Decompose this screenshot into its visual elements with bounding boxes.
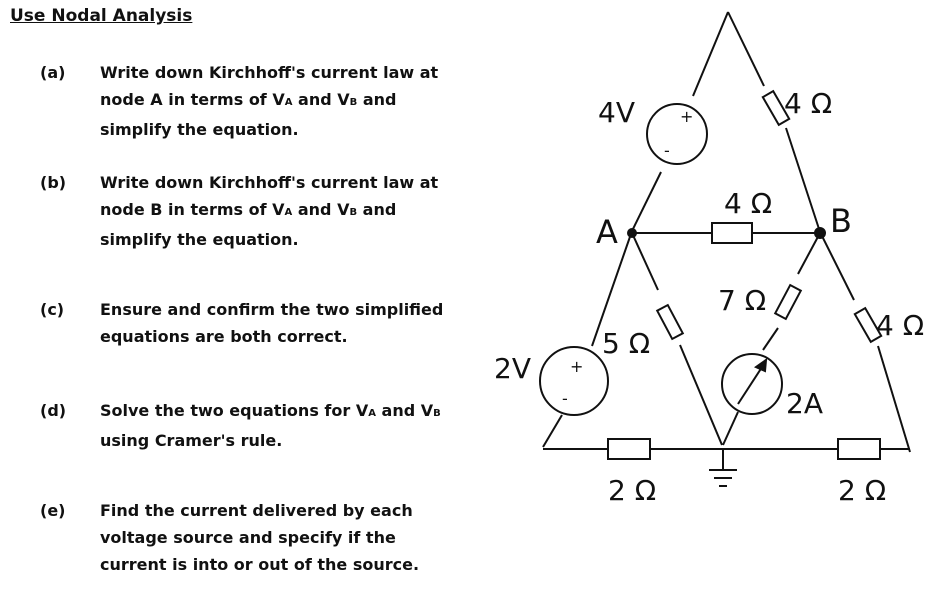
wire [543, 415, 562, 447]
plus-sign: + [570, 357, 584, 376]
wire [632, 172, 661, 231]
question-text: Write down Kirchhoff's current law at [100, 63, 439, 82]
question-label: (a) [40, 63, 66, 82]
wire [680, 345, 722, 445]
minus-sign: - [664, 141, 670, 160]
question-text: current is into or out of the source. [100, 555, 420, 574]
question-text: simplify the equation. [100, 120, 299, 139]
plus-sign: + [680, 107, 694, 126]
wire [798, 233, 820, 274]
question-label: (c) [40, 300, 65, 319]
wire [786, 128, 820, 232]
question-text: voltage source and specify if the [100, 528, 396, 547]
arrow-head [756, 360, 766, 371]
label-r-5: 5 Ω [602, 327, 651, 360]
question-label: (d) [40, 401, 67, 420]
label-r-right-side: 4 Ω [876, 309, 925, 342]
arrow-shaft [738, 364, 764, 404]
wire [763, 328, 778, 350]
question-text: Write down Kirchhoff's current law at [100, 173, 439, 192]
resistor-bottom-right [838, 439, 880, 459]
question-text: Find the current delivered by each [100, 501, 413, 520]
circuit-diagram [480, 0, 941, 602]
wire [632, 233, 658, 290]
question-text: Solve the two equations for VA and VB [100, 401, 441, 420]
wire [693, 12, 728, 96]
label-r-bottom-left: 2 Ω [608, 474, 657, 507]
question-text: equations are both correct. [100, 327, 348, 346]
label-4v: 4V [598, 96, 635, 129]
node-a-label: A [596, 213, 618, 251]
label-2v: 2V [494, 352, 531, 385]
resistor-7 [775, 285, 801, 319]
label-2a: 2A [786, 387, 823, 420]
question-text: simplify the equation. [100, 230, 299, 249]
resistor-bottom-left [608, 439, 650, 459]
label-r-top-right: 4 Ω [784, 87, 833, 120]
label-r-ab: 4 Ω [724, 187, 773, 220]
voltage-source-4v [647, 104, 707, 164]
wire [820, 232, 854, 300]
question-label: (e) [40, 501, 66, 520]
question-text: Ensure and confirm the two simplified [100, 300, 444, 319]
label-r-7: 7 Ω [718, 284, 767, 317]
minus-sign: - [562, 389, 568, 408]
question-text: node B in terms of VA and VB and [100, 200, 397, 219]
wire [728, 12, 764, 86]
wire [878, 346, 910, 452]
question-text: node A in terms of VA and VB and [100, 90, 397, 109]
question-text: using Cramer's rule. [100, 431, 283, 450]
label-r-bottom-right: 2 Ω [838, 474, 887, 507]
wire [723, 412, 738, 445]
page-title: Use Nodal Analysis [10, 6, 193, 26]
resistor-ab [712, 223, 752, 243]
node-b-label: B [830, 202, 852, 240]
resistor-5 [657, 305, 683, 339]
question-label: (b) [40, 173, 67, 192]
